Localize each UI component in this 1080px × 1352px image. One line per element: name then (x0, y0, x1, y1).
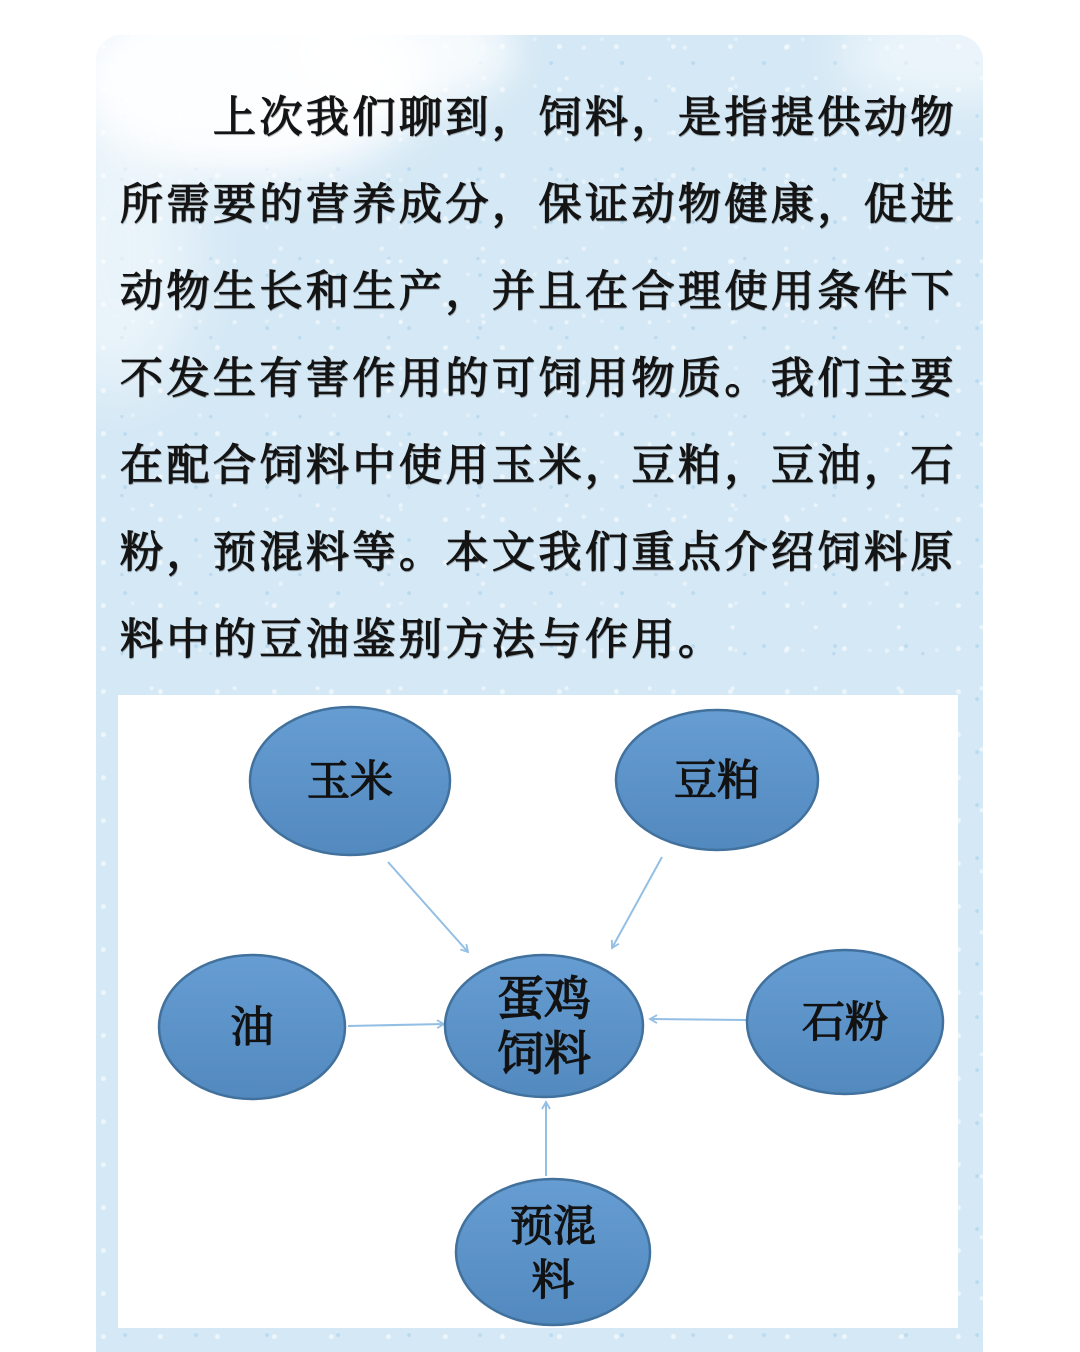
svg-text:石粉: 石粉 (802, 998, 888, 1048)
article-line: 上次我们聊到，饲料，是指提供动物 (213, 93, 957, 143)
arrow-corn-to-center (388, 862, 468, 952)
article-line: 在配合饲料中使用玉米，豆粕，豆油，石 (120, 441, 957, 491)
node-soybean-meal (616, 710, 818, 850)
article-paragraph (120, 75, 962, 684)
article-line: 料中的豆油鉴别方法与作用。 (120, 615, 725, 665)
feed-ingredients-diagram (118, 695, 958, 1328)
svg-text:预混: 预混 (510, 1202, 596, 1252)
node-center-feed (445, 955, 643, 1097)
svg-text:蛋鸡: 蛋鸡 (497, 972, 591, 1027)
arrow-oil-to-center (348, 1024, 444, 1026)
article-line: 不发生有害作用的可饲用物质。我们主要 (120, 354, 957, 404)
svg-text:豆粕: 豆粕 (674, 756, 760, 806)
arrow-soybean-meal-to-center (612, 857, 662, 948)
diagram-panel (118, 695, 958, 1328)
node-premix (456, 1179, 650, 1325)
svg-text:饲料: 饲料 (497, 1027, 591, 1082)
article-line: 所需要的营养成分，保证动物健康，促进 (120, 180, 957, 230)
node-oil (159, 955, 345, 1099)
arrow-stone-powder-to-center (650, 1019, 746, 1020)
article-line: 粉，预混料等。本文我们重点介绍饲料原 (120, 528, 957, 578)
textured-background (96, 35, 983, 1352)
svg-text:料: 料 (531, 1256, 575, 1306)
node-corn (250, 707, 450, 855)
svg-text:油: 油 (230, 1003, 274, 1053)
svg-text:玉米: 玉米 (307, 757, 393, 807)
article-line: 动物生长和生产，并且在合理使用条件下 (120, 267, 957, 317)
node-stone-powder (747, 950, 943, 1094)
